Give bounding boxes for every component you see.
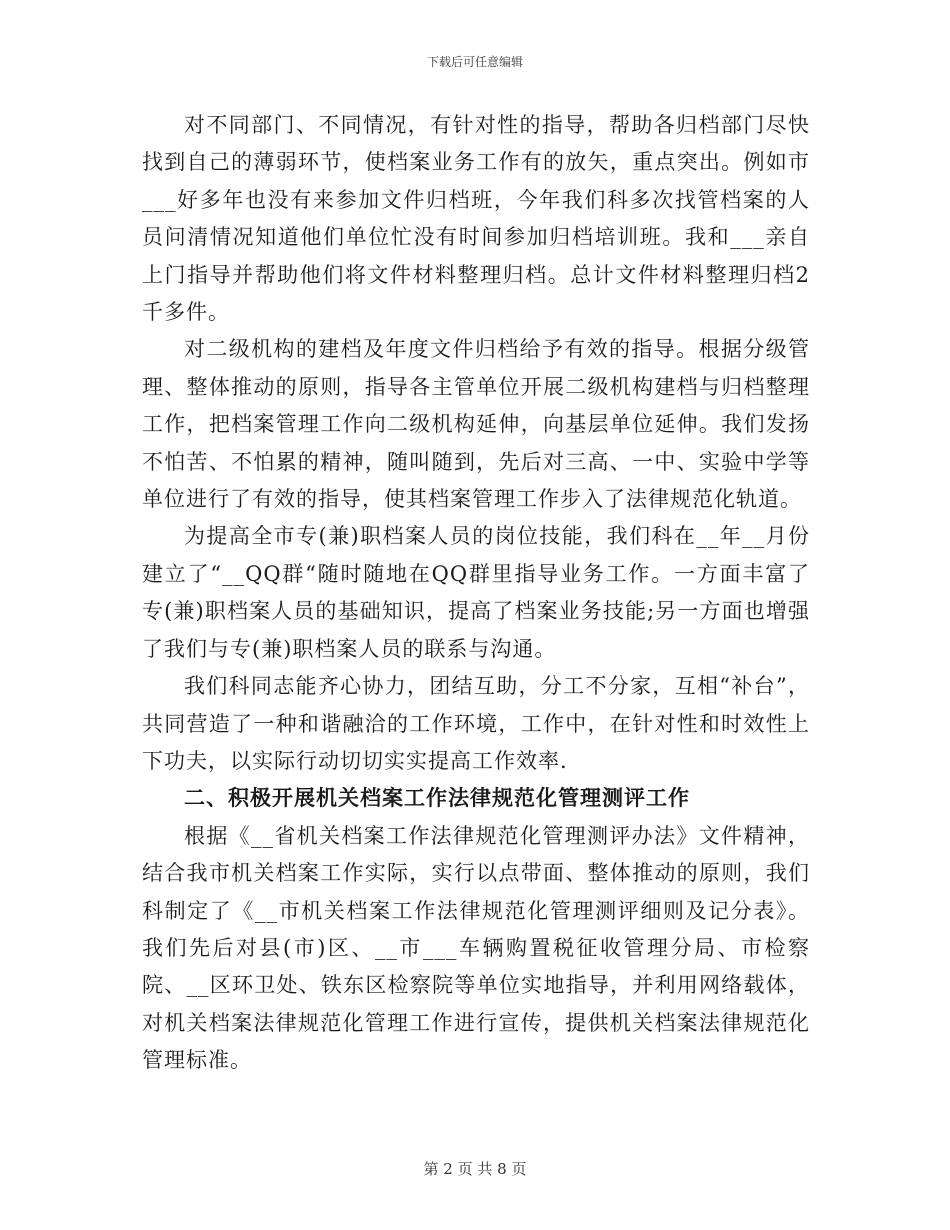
document-body bbox=[142, 107, 810, 1080]
section-heading-2: 二、积极开展机关档案工作法律规范化管理测评工作 bbox=[184, 786, 690, 811]
paragraph-teamwork: 我们科同志能齐心协力，团结互助，分工不分家，互相“补台”，共同营造了一种和谐融洽的工作环境，工作中，在针对性和时效性上下功夫，以实际行动切切实实提高工作效率. bbox=[142, 674, 810, 773]
paragraph-qq-group: 为提高全市专(兼)职档案人员的岗位技能，我们科在__年__月份建立了“__QQ群“随时随地在QQ群里指导业务工作。一方面丰富了专(兼)职档案人员的基础知识，提高了档案业务技能;另一方面也增强了我们与专(兼)职档案人员的联系与沟通。 bbox=[142, 524, 810, 661]
page-header: 下载后可任意编辑 bbox=[426, 55, 523, 69]
page-number: 第 2 页 共 8 页 bbox=[423, 1160, 527, 1178]
paragraph-evaluation: 根据《__省机关档案工作法律规范化管理测评办法》文件精神，结合我市机关档案工作实际，实行以点带面、整体推动的原则，我们科制定了《__市机关档案工作法律规范化管理测评细则及记分表》。我们先后对县(市)区、__市___车辆购置税征收管理分局、市检察院、__区环卫处、铁东区检察院等单位实地指导，并利用网络载体，对机关档案法律规范化管理工作进行宣传，提供机关档案法律规范化管理标准。 bbox=[142, 823, 810, 1073]
paragraph-secondary-institutions: 对二级机构的建档及年度文件归档给予有效的指导。根据分级管理、整体推动的原则，指导各主管单位开展二级机构建档与归档整理工作，把档案管理工作向二级机构延伸，向基层单位延伸。我们发扬不怕苦、不怕累的精神，随叫随到，先后对三高、一中、实验中学等单位进行了有效的指导，使其档案管理工作步入了法律规范化轨道。 bbox=[142, 337, 810, 512]
paragraph-guidance-departments: 对不同部门、不同情况，有针对性的指导，帮助各归档部门尽快找到自己的薄弱环节，使档案业务工作有的放矢，重点突出。例如市___好多年也没有来参加文件归档班，今年我们科多次找管档案的人员问清情况知道他们单位忙没有时间参加归档培训班。我和___亲自上门指导并帮助他们将文件材料整理归档。总计文件材料整理归档2千多件。 bbox=[142, 113, 810, 325]
